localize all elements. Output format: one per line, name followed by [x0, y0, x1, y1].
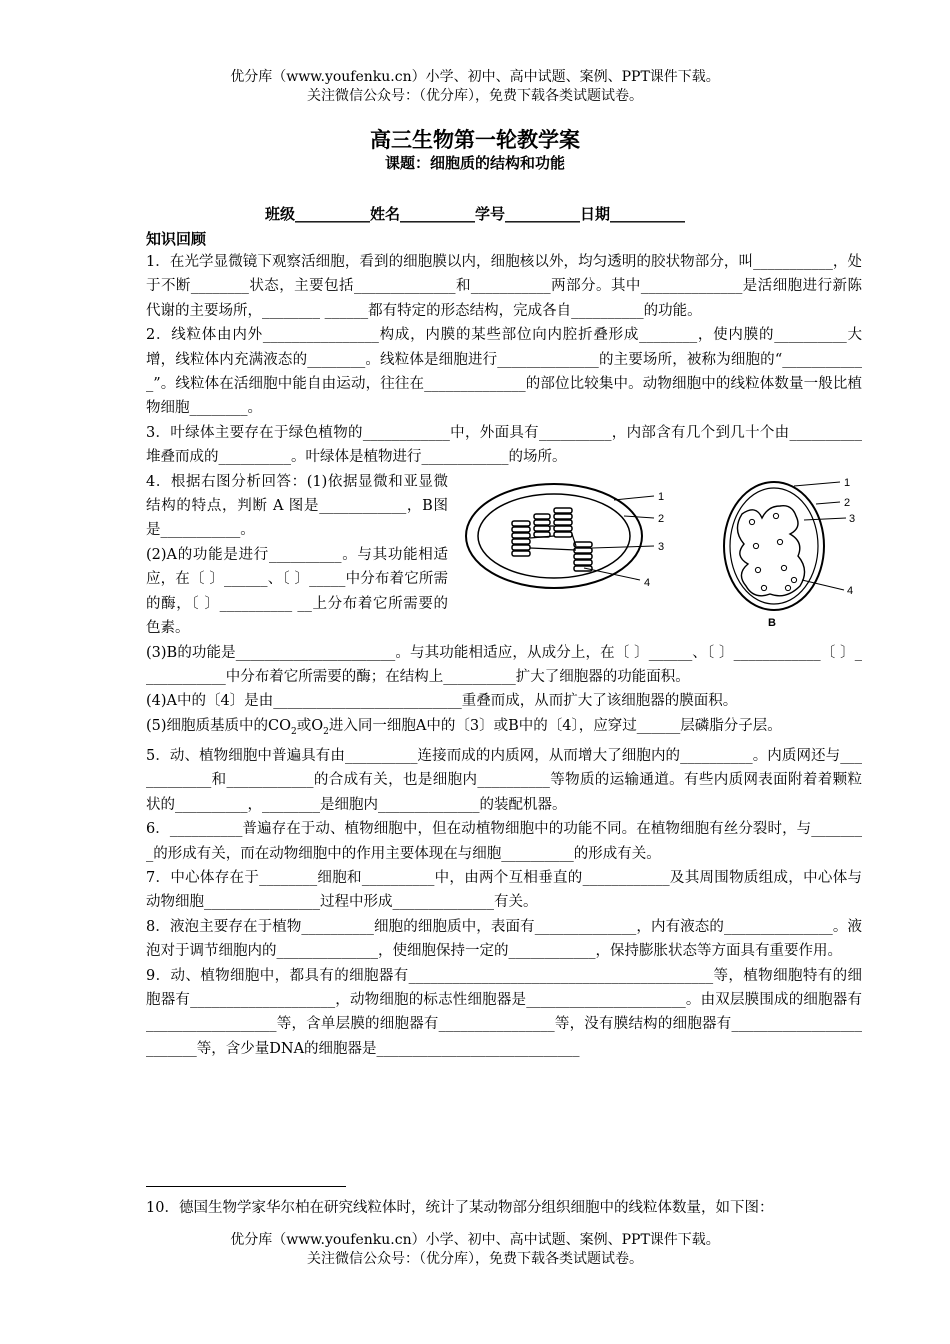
question-1: 1．在光学显微镜下观察活细胞，看到的细胞膜以内，细胞核以外，均匀透明的胶状物部分，叫___________，处于不断________状态，主要包括______________和___________两部分。其中______________是活细胞进行新陈代谢的主要场所，________ ______都有特定的形态结构，完成各自__________的功能。: [146, 254, 862, 319]
question-6: 6．__________普遍存在于动、植物细胞中，但在动植物细胞中的功能不同。在植物细胞有丝分裂时，与________的形成有关，而在动物细胞中的作用主要体现在与细胞__________的形成有关。: [146, 821, 862, 862]
question-10: 10．德国生物学家华尔柏在研究线粒体时，统计了某动物部分组织细胞中的线粒体数量，如下图：: [146, 1200, 774, 1216]
question-5: 5．动、植物细胞中普遍具有由__________连接而成的内质网，从而增大了细胞内的__________。内质网还与____________和____________的合成有关，也是细胞内__________等物质的运输通道。有些内质网表面附着着颗粒状的__________，________是细胞内______________的装配机器。: [146, 748, 862, 813]
label-a-4: 4: [644, 576, 651, 589]
header-line-1: 优分库（www.youfenku.cn）小学、初中、高中试题、案例、PPT课件下载。: [230, 69, 720, 85]
q4-5-text-post: 进入同一细胞A中的〔3〕或B中的〔4〕，应穿过______层磷脂分子层。: [328, 717, 782, 734]
student-info-fields: 班级__________姓名__________学号__________日期__________: [264, 205, 685, 223]
chloroplast-diagram-a: [466, 484, 664, 589]
label-b-1: 1: [844, 476, 851, 489]
question-3: 3．叶绿体主要存在于绿色植物的____________中，外面具有__________，内部含有几个到几十个由__________堆叠而成的__________。叶绿体是植物进行____________的场所。: [146, 424, 862, 466]
header-line-2: 关注微信公众号：（优分库），免费下载各类试题试卷。: [307, 88, 643, 104]
section-title: 知识回顾: [146, 230, 207, 248]
page-subtitle: 课题：细胞质的结构和功能: [384, 154, 565, 172]
q4-5-text-mid: 或O: [296, 717, 324, 734]
question-8: 8．液泡主要存在于植物__________细胞的细胞质中，表面有______________，内有液态的_______________。液泡对于调节细胞内的______________，使细胞保持一定的____________，保持膨胀状态等方面具有重要作用。: [146, 918, 862, 960]
label-b-3: 3: [849, 512, 856, 525]
question-content: [146, 250, 862, 1061]
separator-line: [146, 1186, 346, 1187]
question-4-part-3: (3)B的功能是______________________。与其功能相适应，从成分上，在〔 〕______、〔 〕____________〔 〕____________中分布着它所需要的酶；在结构上__________扩大了细胞器的功能面积。: [146, 644, 862, 685]
question-2: 2．线粒体由内外________________构成，内膜的某些部位向内腔折叠形成________，使内膜的__________大增，线粒体内充满液态的________。线粒体是细胞进行______________的主要场所，被称为细胞的“____________”。线粒体在活细胞中能自由运动，往往在______________的部位比较集中。动物细胞中的线粒体数量一般比植物细胞________。: [146, 327, 862, 417]
subscript-2b: 2: [323, 726, 329, 737]
label-b-4: 4: [847, 584, 854, 597]
footer-line-2: 关注微信公众号：（优分库），免费下载各类试题试卷。: [307, 1251, 643, 1267]
mitochondrion-diagram-b: [724, 477, 855, 629]
question-9: 9．动、植物细胞中，都具有的细胞器有__________________________________________等，植物细胞特有的细胞器有____________________，动物细胞的标志性细胞器是______________________。由双层膜围成的细胞器有__________________等，含单层膜的细胞器有________________等，没有膜结构的细胞器有_________________________等，含少量DNA的细胞器是____________________________: [146, 967, 862, 1057]
question-4-intro: 4．根据右图分析回答：(1)依据显微和亚显微结构的特点，判断 A 图是____________，B图是___________。: [146, 473, 448, 539]
label-a-2: 2: [658, 512, 665, 525]
label-a-3: 3: [658, 540, 665, 553]
q4-5-text-pre: (5)细胞质基质中的CO: [146, 717, 292, 734]
question-4-part-5: [146, 714, 862, 744]
page-title: 高三生物第一轮教学案: [370, 127, 580, 152]
question-4-part-2: (2)A的功能是进行__________。与其功能相适应，在〔 〕______、〔 〕_____中分布着它所需的酶，〔 〕__________ __上分布着它所需要的色素。: [146, 546, 448, 637]
question-7: 7．中心体存在于________细胞和__________中，由两个互相垂直的____________及其周围物质组成，中心体与动物细胞________________过程中形成______________有关。: [146, 870, 862, 911]
label-b-2: 2: [844, 496, 851, 509]
label-b-caption: B: [768, 616, 776, 629]
organelle-figures: [464, 476, 864, 636]
question-4-part-4: (4)A中的〔4〕是由__________________________重叠而成，从而扩大了该细胞器的膜面积。: [146, 693, 738, 710]
subscript-2a: 2: [291, 726, 297, 737]
footer-line-1: 优分库（www.youfenku.cn）小学、初中、高中试题、案例、PPT课件下载。: [230, 1232, 720, 1248]
question-4-block: [146, 470, 862, 641]
label-a-1: 1: [658, 490, 665, 503]
